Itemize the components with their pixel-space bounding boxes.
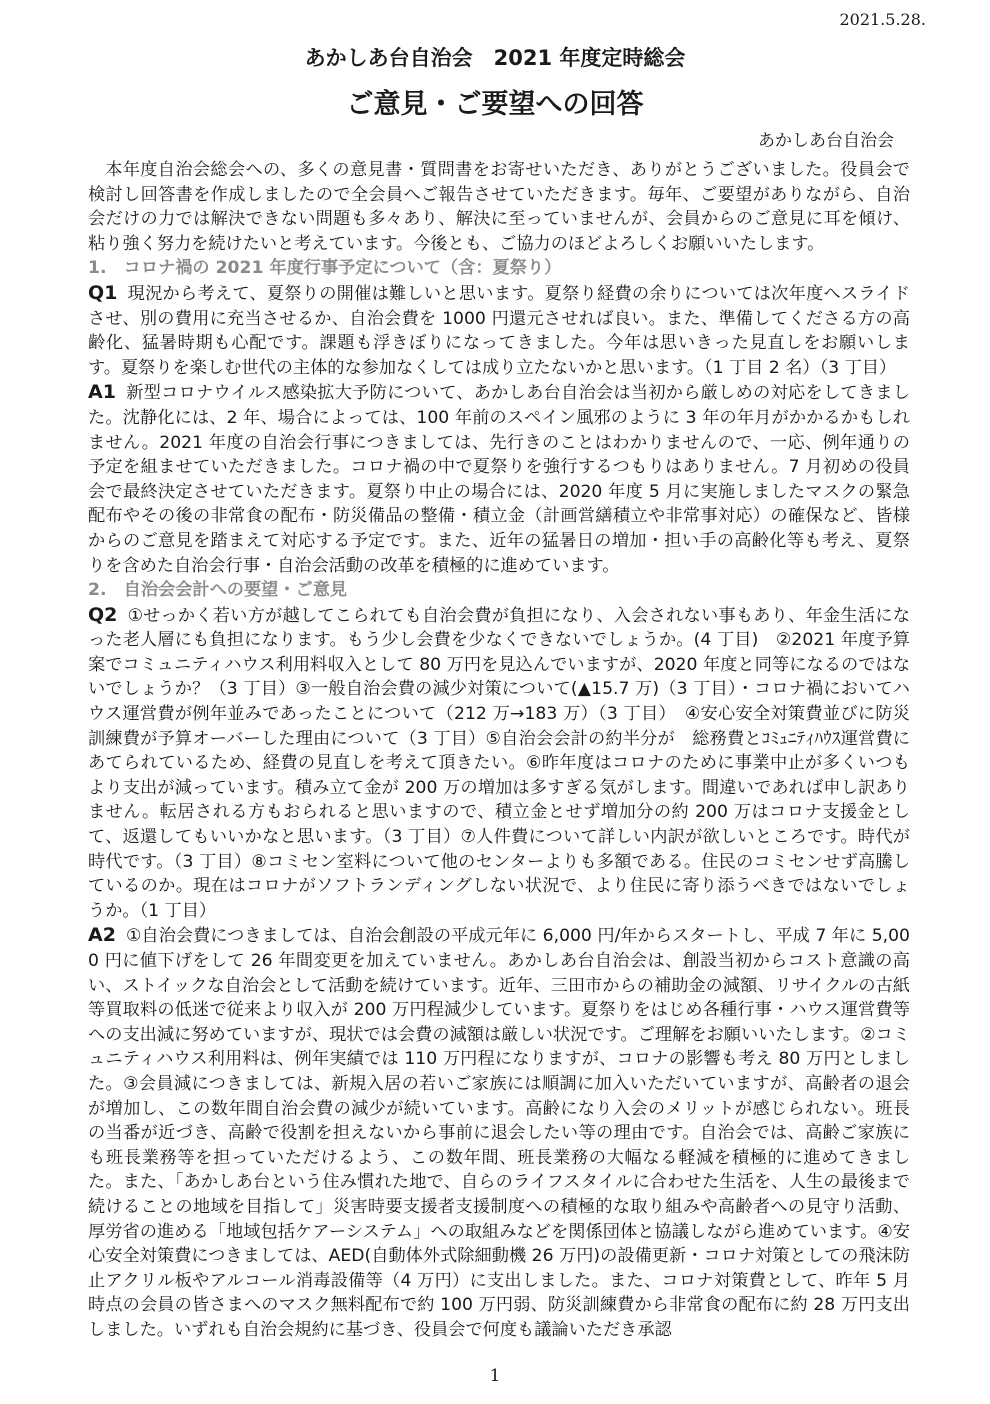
question-1-text: 現況から考えて、夏祭りの開催は難しいと思います。夏祭り経費の余りについては次年度へスライドさせ、別の費用に充当させるか、自治会費を 1000 円還元させれば良い。また、準備してくださる方の高齢化、猛暑時期も心配です。課題も浮きぼりになってきました。今年は思いきった見直しをお願いします。夏祭りを楽しむ世代の主体的な参加なくしては成り立たないかと思います。（1 丁目 2 名）（3 丁目） bbox=[88, 283, 910, 378]
answer-1-text: 新型コロナウイルス感染拡大予防について、あかしあ台自治会は当初から厳しめの対応をしてきました。沈静化には、2 年、場合によっては、100 年前のスペイン風邪のように 3 年の年月がかかるかもしれません。2021 年度の自治会行事につきましては、先行きのことはわかりませんので、一応、例年通りの予定を組ませていただきました。コロナ禍の中で夏祭りを強行するつもりはありません。7 月初めの役員会で最終決定させていただきます。夏祭り中止の場合には、2020 年度 5 月に実施しましたマスクの緊急配布やその後の非常食の配布・防災備品の整備・積立金（計画営繕積立や非常事対応）の確保など、皆様からのご意見を踏まえて対応する予定です。また、近年の猛暑日の増加・担い手の高齢化等も考え、夏祭りを含めた自治会行事・自治会活動の改革を積極的に進めています。 bbox=[88, 383, 910, 576]
answer-2 bbox=[88, 923, 910, 1342]
intro-paragraph: 本年度自治会総会への、多くの意見書・質問書をお寄せいただき、ありがとうございました。役員会で検討し回答書を作成しましたので全会員へご報告させていただきます。毎年、ご要望がありながら、自治会だけの力では解決できない問題も多々あり、解決に至っていませんが、会員からのご意見に耳を傾け、粘り強く努力を続けたいと考えています。今後とも、ご協力のほどよろしくお願いいたします。 bbox=[88, 160, 910, 254]
document-subtitle: ご意見・ご要望への回答 bbox=[346, 89, 644, 120]
page-number: 1 bbox=[489, 1366, 501, 1386]
question-2 bbox=[88, 603, 910, 924]
question-2-label: Q2 bbox=[88, 603, 118, 626]
question-1 bbox=[88, 281, 910, 380]
question-2-text: ①せっかく若い方が越してこられても自治会費が負担になり、入会されない事もあり、年金生活になった老人層にも負担になります。もう少し会費を少なくできないでしょうか。(4 丁目) ②2021 年度予算案でコミュニティハウス利用料収入として 80 万円を見込んでいますが、2020 年度と同等になるのではないでしょうか？（3 丁目）③一般自治会費の減少対策について(▲15.7 万)（3 丁目）・コロナ禍においてハウス運営費が例年並みであったことについて（212 万→183 万）（3 丁目） ④安心安全対策費並びに防災訓練費が予算オーバーした理由について（3 丁目）⑤自治会会計の約半分が 総務費とｺﾐｭﾆﾃｨﾊｳｽ運営費にあてられているため、経費の見直しを考えて頂きたい。⑥昨年度はコロナのために事業中止が多くいつもより支出が減っています。積み立て金が 200 万の増加は多すぎる気がします。間違いであれば申し訳ありません。転居される方もおられると思いますので、積立金とせず増加分の約 200 万はコロナ支援金として、返還してもいいかなと思います。（3 丁目）⑦人件費について詳しい内訳が欲しいところです。時代が時代です。（3 丁目）⑧コミセン室料について他のセンターよりも多額である。住民のコミセンせず高騰しているのか。現在はコロナがソフトランディングしない状況で、より住民に寄り添うべきではないでしょうか。（1 丁目） bbox=[88, 605, 910, 921]
answer-1 bbox=[88, 380, 910, 578]
section-heading-2: 2. 自治会会計への要望・ご意見 bbox=[88, 580, 348, 601]
document-date: 2021.5.28. bbox=[839, 10, 926, 29]
answer-2-label: A2 bbox=[88, 924, 116, 947]
question-1-label: Q1 bbox=[88, 281, 118, 304]
document-author: あかしあ台自治会 bbox=[758, 131, 894, 151]
section-heading-1: 1. コロナ禍の 2021 年度行事予定について（含：夏祭り） bbox=[88, 258, 562, 279]
answer-1-label: A1 bbox=[88, 381, 116, 404]
document-body bbox=[88, 158, 910, 1343]
document-title: あかしあ台自治会 2021 年度定時総会 bbox=[304, 46, 686, 70]
answer-2-text: ①自治会費につきましては、自治会創設の平成元年に 6,000 円/年からスタートし、平成 7 年に 5,000 円に値下げをして 26 年間変更を加えていません。あかしあ台自治会は、創設当初からコスト意識の高い、ストイックな自治会として活動を続けています。近年、三田市からの補助金の減額、リサイクルの古紙等買取料の低迷で従来より収入が 200 万円程減少しています。夏祭りをはじめ各種行事・ハウス運営費等への支出減に努めていますが、現状では会費の減額は厳しい状況です。ご理解をお願いいたします。②コミュニティハウス利用料は、例年実績では 110 万円程になりますが、コロナの影響も考え 80 万円としました。③会員減につきましては、新規入居の若いご家族には順調に加入いただいていますが、高齢者の退会が増加し、この数年間自治会費の減少が続いています。高齢になり入会のメリットが感じられない。班長の当番が近づき、高齢で役割を担えないから事前に退会したい等の理由です。自治会では、高齢ご家族にも班長業務等を担っていただけるよう、この数年間、班長業務の大幅なる軽減を積極的に進めてきました。また、「あかしあ台という住み慣れた地で、自らのライフスタイルに合わせた生活を、人生の最後まで続けることの地域を目指して」災害時要支援者支援制度への積極的な取り組みや高齢者への見守り活動、厚労省の進める「地域包括ケアーシステム」への取組みなどを関係団体と協議しながら進めています。④安心安全対策費につきましては、AED(自動体外式除細動機 26 万円)の設備更新・コロナ対策としての飛沫防止アクリル板やアルコール消毒設備等（4 万円）に支出しました。また、コロナ対策費として、昨年 5 月時点の会員の皆さまへのマスク無料配布で約 100 万円弱、防災訓練費から非常食の配布に約 28 万円支出しました。いずれも自治会規約に基づき、役員会で何度も議論いただき承認 bbox=[88, 926, 910, 1340]
